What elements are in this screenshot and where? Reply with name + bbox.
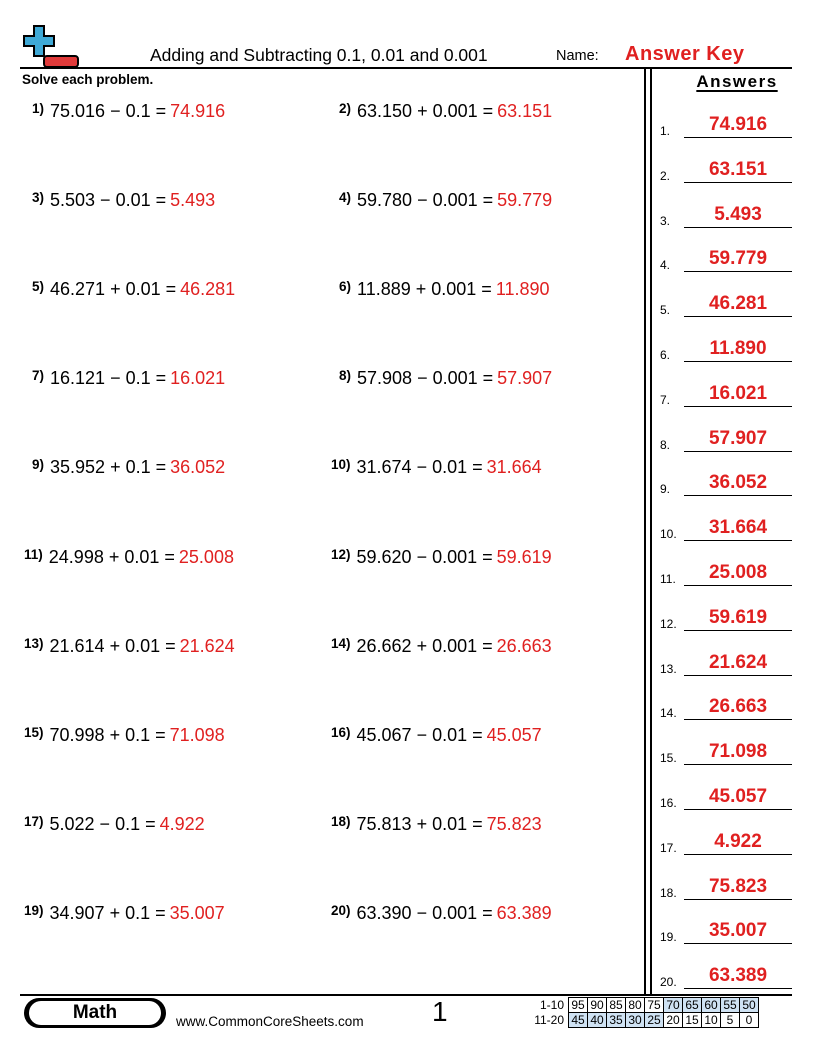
problem-number: 9) — [32, 457, 45, 473]
problem-expression: 59.620 − 0.001 = — [356, 546, 493, 567]
answer-value: 4.922 — [714, 830, 762, 852]
problem-number: 18) — [331, 813, 351, 829]
answer-number: 7. — [660, 392, 671, 407]
score-range-label: 11-20 — [534, 1013, 564, 1027]
answer-number: 4. — [660, 258, 671, 273]
score-cell: 60 — [702, 998, 721, 1013]
problem-answer: 57.907 — [497, 368, 553, 389]
answer-value: 26.663 — [708, 696, 768, 718]
answer-value: 57.907 — [708, 427, 768, 449]
subject-label: Math — [29, 1001, 161, 1025]
answer-value: 35.007 — [708, 920, 768, 942]
problem-expression: 5.022 − 0.1 = — [49, 813, 156, 834]
score-cell: 25 — [645, 1013, 664, 1028]
score-cell: 5 — [721, 1013, 740, 1028]
answer-value: 11.890 — [709, 338, 767, 359]
answer-value: 59.619 — [708, 606, 768, 628]
answer-slot — [660, 338, 792, 362]
problem-expression: 26.662 + 0.001 = — [356, 635, 493, 656]
worksheet-title: Adding and Subtracting 0.1, 0.01 and 0.001 — [150, 45, 488, 65]
answer-number: 16. — [660, 796, 677, 810]
answer-slot — [660, 428, 792, 452]
website-url: www.CommonCoreSheets.com — [176, 1014, 364, 1029]
answer-number: 18. — [660, 885, 677, 900]
problem-expression: 63.390 − 0.001 = — [356, 902, 493, 923]
score-cell: 90 — [588, 998, 607, 1013]
score-cell: 0 — [740, 1013, 759, 1028]
problem-item — [339, 368, 552, 389]
answer-value: 63.151 — [708, 158, 768, 180]
problem-number: 17) — [24, 813, 44, 829]
problem-item — [32, 279, 235, 300]
answer-slot — [660, 383, 792, 407]
problem-answer: 31.664 — [486, 457, 542, 478]
answer-number: 17. — [660, 840, 677, 855]
problem-answer: 59.619 — [496, 546, 552, 567]
answer-value: 5.493 — [714, 203, 762, 225]
problem-answer: 46.281 — [180, 279, 236, 300]
problem-item — [331, 903, 552, 924]
problem-number: 5) — [32, 279, 45, 295]
score-cell: 70 — [664, 998, 683, 1013]
problem-item — [331, 814, 542, 835]
score-cell: 10 — [702, 1013, 721, 1028]
problem-answer: 74.916 — [170, 101, 226, 121]
problem-answer: 16.021 — [170, 368, 226, 389]
problem-item — [24, 725, 225, 746]
problem-item — [32, 101, 225, 122]
problem-answer: 21.624 — [179, 635, 235, 656]
answer-slot — [660, 652, 792, 676]
problem-item — [24, 814, 205, 835]
answer-slot — [660, 831, 792, 855]
answer-slot — [660, 248, 792, 272]
answer-number: 5. — [660, 303, 671, 318]
problem-answer: 25.008 — [178, 546, 234, 567]
problem-expression: 46.271 + 0.01 = — [50, 279, 177, 300]
problem-answer: 71.098 — [169, 724, 225, 745]
column-divider — [644, 68, 646, 995]
answer-slot — [660, 920, 792, 944]
problem-item — [32, 368, 225, 389]
problem-item — [331, 725, 542, 746]
answer-slot — [660, 472, 792, 496]
answer-slot — [660, 562, 792, 586]
problem-expression: 59.780 − 0.001 = — [357, 190, 494, 211]
answer-value: 63.389 — [708, 965, 768, 987]
header-divider — [20, 67, 792, 69]
score-cell: 85 — [607, 998, 626, 1013]
answer-slot — [660, 204, 792, 228]
problem-number: 14) — [331, 635, 351, 651]
problem-number: 11) — [24, 546, 43, 562]
subject-badge — [24, 998, 166, 1028]
score-table — [530, 997, 759, 1028]
problem-answer: 5.493 — [170, 190, 216, 211]
answer-slot — [660, 965, 792, 989]
score-cell: 30 — [626, 1013, 645, 1028]
answer-number: 3. — [660, 213, 671, 228]
answer-slot — [660, 786, 792, 810]
score-cell: 55 — [721, 998, 740, 1013]
problem-expression: 75.813 + 0.01 = — [356, 813, 483, 834]
problem-answer: 36.052 — [170, 457, 226, 478]
score-cell: 80 — [626, 998, 645, 1013]
answer-value: 25.008 — [708, 562, 768, 583]
answer-value: 36.052 — [708, 472, 768, 494]
score-cell: 45 — [569, 1013, 588, 1028]
score-cell: 65 — [683, 998, 702, 1013]
answer-value: 21.624 — [708, 651, 768, 673]
score-cell: 20 — [664, 1013, 683, 1028]
score-row — [530, 998, 759, 1013]
problem-item — [339, 101, 552, 122]
score-cell: 75 — [645, 998, 664, 1013]
problem-number: 16) — [331, 724, 351, 740]
problem-expression: 21.614 + 0.01 = — [49, 635, 176, 656]
answer-number: 2. — [660, 168, 671, 183]
score-cell: 40 — [588, 1013, 607, 1028]
answer-slot — [660, 741, 792, 765]
score-cell: 50 — [740, 998, 759, 1013]
answer-value: 31.664 — [708, 517, 768, 539]
answer-number: 12. — [660, 616, 677, 631]
problem-item — [32, 457, 225, 478]
problem-item — [24, 636, 235, 657]
answer-number: 14. — [660, 706, 677, 721]
problem-expression: 5.503 − 0.01 = — [50, 190, 167, 211]
answer-value: 46.281 — [708, 293, 768, 315]
score-cell: 35 — [607, 1013, 626, 1028]
answer-number: 15. — [660, 751, 677, 766]
answer-number: 19. — [660, 930, 677, 945]
answer-key-label: Answer Key — [625, 43, 745, 65]
problem-item — [339, 190, 552, 211]
problem-expression: 31.674 − 0.01 = — [356, 457, 483, 478]
problem-number: 2) — [339, 101, 352, 116]
problem-number: 10) — [331, 457, 351, 473]
score-cell: 15 — [683, 1013, 702, 1028]
plus-minus-icon — [22, 22, 80, 70]
answer-number: 13. — [660, 661, 677, 676]
answer-value: 59.779 — [708, 248, 768, 270]
footer-divider — [20, 994, 792, 996]
answer-value: 74.916 — [708, 114, 768, 135]
problem-number: 6) — [339, 279, 352, 295]
problem-answer: 63.389 — [496, 902, 552, 923]
answer-number: 9. — [660, 482, 671, 497]
answer-value: 71.098 — [708, 741, 768, 763]
problem-expression: 57.908 − 0.001 = — [357, 368, 494, 389]
problem-item — [331, 636, 552, 657]
answer-slot — [660, 876, 792, 900]
problem-item — [339, 279, 550, 300]
problem-answer: 59.779 — [497, 190, 553, 211]
instructions: Solve each problem. — [22, 72, 154, 87]
problem-answer: 63.151 — [497, 101, 553, 121]
problem-number: 7) — [32, 368, 45, 384]
problem-item — [331, 547, 552, 568]
problem-expression: 34.907 + 0.1 = — [49, 902, 166, 923]
problem-number: 12) — [331, 546, 351, 562]
problem-number: 19) — [24, 902, 44, 918]
answer-slot — [660, 607, 792, 631]
answers-heading: Answers — [696, 72, 778, 91]
answer-value: 45.057 — [708, 786, 768, 807]
problem-number: 8) — [339, 368, 352, 384]
answer-slot — [660, 696, 792, 720]
answer-number: 1. — [660, 124, 671, 138]
problem-item — [24, 547, 234, 568]
problem-expression: 24.998 + 0.01 = — [48, 546, 175, 567]
problem-answer: 26.663 — [496, 635, 552, 656]
problem-expression: 16.121 − 0.1 = — [50, 368, 167, 389]
problem-expression: 70.998 + 0.1 = — [49, 724, 166, 745]
answer-number: 10. — [660, 527, 677, 542]
answer-number: 20. — [660, 975, 677, 990]
problem-expression: 11.889 + 0.001 = — [357, 279, 492, 300]
problem-expression: 75.016 − 0.1 = — [50, 101, 167, 121]
problem-item — [331, 457, 542, 478]
score-cell: 95 — [569, 998, 588, 1013]
problem-answer: 4.922 — [159, 813, 205, 834]
problem-answer: 11.890 — [495, 279, 550, 300]
answer-value: 75.823 — [708, 875, 768, 897]
problem-answer: 35.007 — [169, 902, 225, 923]
answer-number: 8. — [660, 437, 671, 452]
answer-number: 11. — [660, 572, 676, 586]
name-label: Name: — [556, 48, 599, 64]
answer-slot — [660, 517, 792, 541]
problem-number: 20) — [331, 902, 351, 918]
problem-number: 15) — [24, 724, 44, 740]
page-number: 1 — [432, 996, 448, 1027]
problem-number: 1) — [32, 101, 45, 116]
answer-number: 6. — [660, 348, 671, 362]
problem-number: 13) — [24, 635, 44, 651]
score-row — [530, 1013, 759, 1028]
problem-item — [24, 903, 225, 924]
column-divider — [650, 68, 652, 995]
problem-answer: 75.823 — [486, 813, 542, 834]
problem-number: 4) — [339, 190, 352, 206]
answer-slot — [660, 114, 792, 138]
score-range-label: 1-10 — [539, 998, 564, 1012]
problem-expression: 63.150 + 0.001 = — [357, 101, 494, 121]
problem-answer: 45.057 — [486, 724, 542, 745]
problem-expression: 35.952 + 0.1 = — [50, 457, 167, 478]
answer-slot — [660, 159, 792, 183]
answer-value: 16.021 — [708, 382, 768, 404]
problem-item — [32, 190, 215, 211]
answer-slot — [660, 293, 792, 317]
problem-number: 3) — [32, 190, 45, 206]
problem-expression: 45.067 − 0.01 = — [356, 724, 483, 745]
